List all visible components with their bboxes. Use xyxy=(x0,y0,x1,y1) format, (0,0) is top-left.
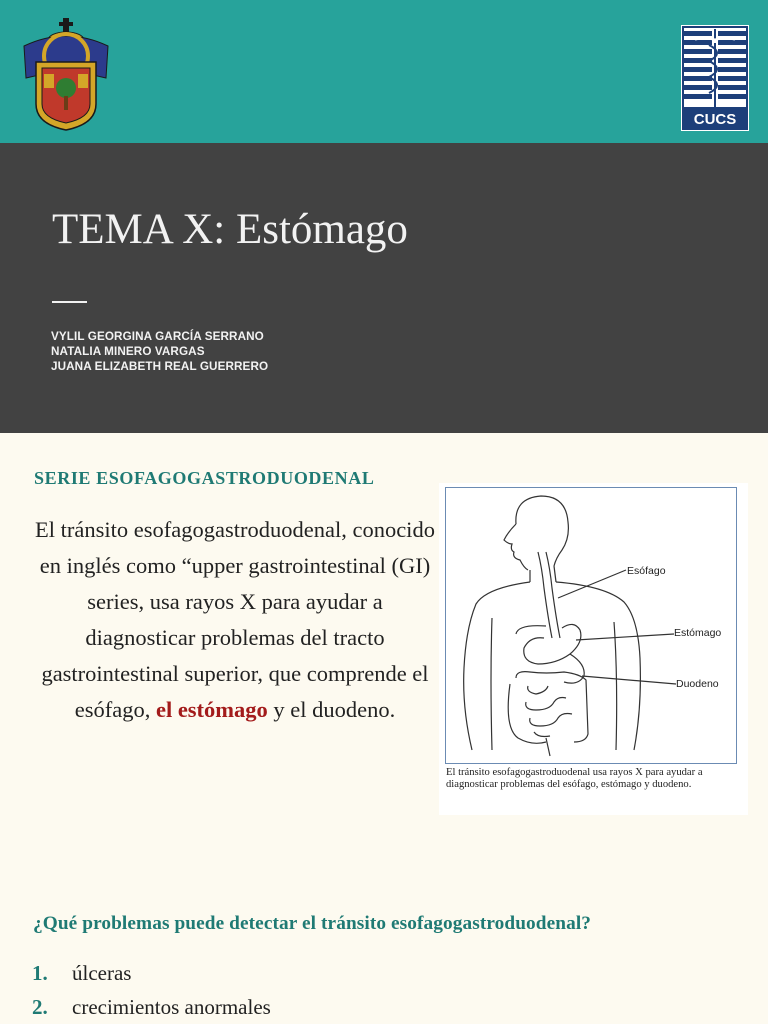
author-name: JUANA ELIZABETH REAL GUERRERO xyxy=(51,360,269,373)
anatomy-illustration xyxy=(446,488,736,763)
author-name: NATALIA MINERO VARGAS xyxy=(51,345,205,358)
cucs-logo-text: CUCS xyxy=(693,111,737,128)
problems-list xyxy=(32,961,271,1024)
list-number: 1. xyxy=(32,961,48,985)
figure-frame xyxy=(445,487,737,764)
section-title: SERIE ESOFAGOGASTRODUODENAL xyxy=(34,468,375,488)
page-title: TEMA X: Estómago xyxy=(52,206,408,253)
title-divider xyxy=(52,301,87,303)
anatomy-figure xyxy=(439,483,748,815)
question-heading: ¿Qué problemas puede detectar el tránsito esofagogastroduodenal? xyxy=(33,913,592,934)
list-item xyxy=(32,961,271,995)
figure-caption: El tránsito esofagogastroduodenal usa rayos X para ayudar a diagnosticar problemas del esófago, estómago y duodeno. xyxy=(446,767,703,790)
header-bar xyxy=(0,0,768,143)
list-number: 2. xyxy=(32,995,48,1019)
author-name: VYLIL GEORGINA GARCÍA SERRANO xyxy=(51,330,264,343)
cucs-logo xyxy=(681,25,749,131)
label-esofago: Esófago xyxy=(627,565,666,577)
title-block xyxy=(0,143,768,433)
list-item xyxy=(32,995,271,1024)
label-estomago: Estómago xyxy=(674,627,722,639)
paragraph-highlight: el estómago xyxy=(155,697,268,722)
label-duodeno: Duodeno xyxy=(676,678,719,690)
university-shield-logo xyxy=(22,18,110,134)
list-text: crecimientos anormales xyxy=(72,995,271,1019)
paragraph-text: El tránsito esofagogastroduodenal, conocido en inglés como “upper gastrointestinal (GI) series, usa rayos X para ayudar a diagnosticar problemas del tracto gastrointestinal superior, que comprende el esófago, xyxy=(35,517,435,722)
authors-list xyxy=(51,329,268,374)
section-paragraph xyxy=(30,512,440,728)
list-text: úlceras xyxy=(72,961,132,985)
paragraph-text-end: y el duodeno. xyxy=(267,697,396,722)
